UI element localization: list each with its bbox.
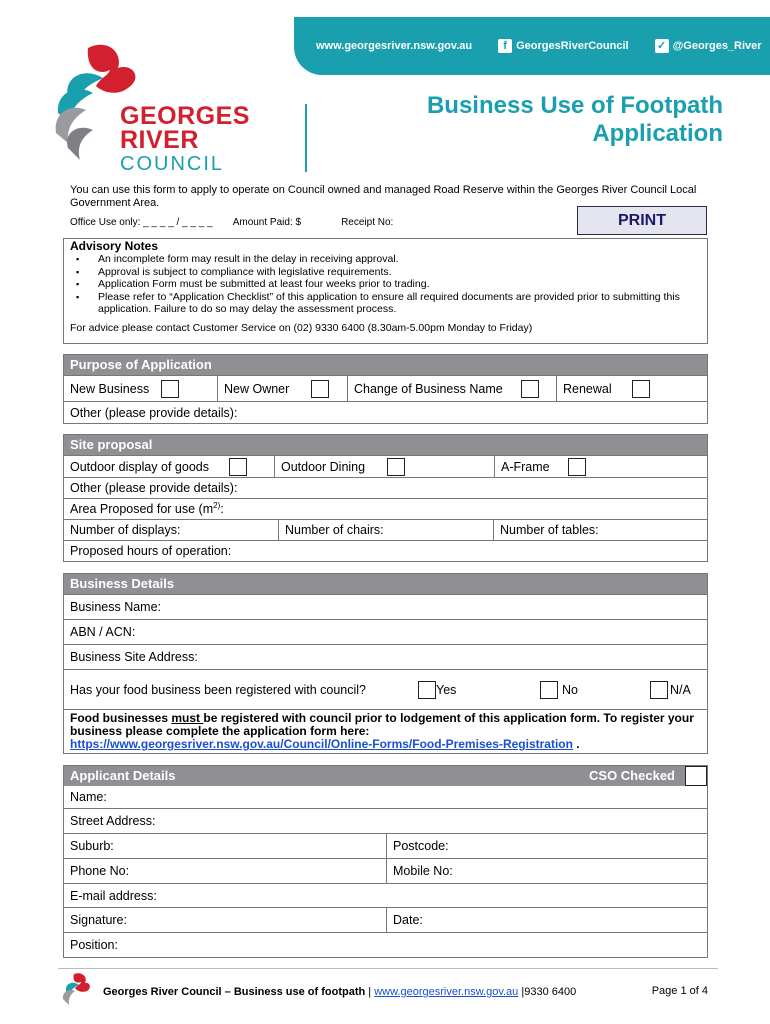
advisory-item: ▪ Application Form must be submitted at least four weeks prior to trading. xyxy=(76,278,701,291)
displays-field[interactable] xyxy=(64,520,279,540)
outdoor-dining-label: Outdoor Dining xyxy=(281,459,366,474)
site-other-field[interactable] xyxy=(64,478,707,498)
registered-no-checkbox[interactable] xyxy=(540,681,558,699)
registered-na-checkbox[interactable] xyxy=(650,681,668,699)
business-header xyxy=(64,574,707,594)
phone-field[interactable] xyxy=(64,859,387,883)
purpose-title: Purpose of Application xyxy=(70,357,212,372)
a-frame-label: A-Frame xyxy=(501,459,550,474)
mobile-field[interactable] xyxy=(387,859,707,883)
site-address-field[interactable] xyxy=(64,645,707,669)
applicant-title: Applicant Details xyxy=(70,768,176,783)
facebook-icon: f xyxy=(498,39,512,53)
print-button[interactable]: PRINT xyxy=(577,206,707,235)
name-field[interactable] xyxy=(64,786,707,808)
food-registration-note: Food businesses must be registered with council prior to lodgement of this application form. To register your business please complete the application form here: https://www.georgesriver.nsw.gov.au/Council/Online-Forms/Food-Premises-Registration . xyxy=(64,709,707,753)
signature-field[interactable] xyxy=(64,908,387,932)
purpose-section xyxy=(63,354,708,424)
business-name-label: Business Name: xyxy=(70,600,162,614)
site-address-label: Business Site Address: xyxy=(70,650,198,664)
website-link[interactable]: www.georgesriver.nsw.gov.au xyxy=(316,40,473,52)
suburb-field[interactable] xyxy=(64,834,387,858)
name-label: Name: xyxy=(70,790,107,804)
advisory-title: Advisory Notes xyxy=(70,239,159,253)
email-label: E-mail address: xyxy=(70,888,157,903)
position-label: Position: xyxy=(70,938,118,952)
facebook-link[interactable] xyxy=(498,39,628,53)
registered-yes-label: Yes xyxy=(436,682,457,697)
renewal-checkbox[interactable] xyxy=(632,380,650,398)
cso-checkbox[interactable] xyxy=(685,766,707,786)
outdoor-display-checkbox[interactable] xyxy=(229,458,247,476)
footer-phone: |9330 6400 xyxy=(518,986,577,998)
mobile-label: Mobile No: xyxy=(393,864,453,878)
new-owner-checkbox[interactable] xyxy=(311,380,329,398)
advisory-notes xyxy=(63,238,708,344)
business-title: Business Details xyxy=(70,576,175,591)
purpose-other-label: Other (please provide details): xyxy=(70,405,238,420)
postcode-label: Postcode: xyxy=(393,839,449,853)
hours-label: Proposed hours of operation: xyxy=(70,544,232,558)
new-business-label: New Business xyxy=(70,381,150,396)
advisory-item: ▪ Approval is subject to compliance with legislative requirements. xyxy=(76,266,701,279)
abn-field[interactable] xyxy=(64,620,707,644)
header-contact-bar xyxy=(294,17,770,75)
chairs-field[interactable] xyxy=(279,520,494,540)
tables-label: Number of tables: xyxy=(500,523,599,537)
advisory-item: ▪ Please refer to “Application Checklist” of this application to ensure all required documents are provided prior to submitting this application. Failure to do so may delay the assessment process. xyxy=(76,291,701,316)
change-name-checkbox[interactable] xyxy=(521,380,539,398)
cso-label: CSO Checked xyxy=(589,768,675,783)
page-number: Page 1 of 4 xyxy=(651,985,708,997)
street-field[interactable] xyxy=(64,809,707,833)
site-section xyxy=(63,434,708,562)
a-frame-checkbox[interactable] xyxy=(568,458,586,476)
email-field[interactable] xyxy=(64,884,707,907)
registered-yes-checkbox[interactable] xyxy=(418,681,436,699)
new-owner-label: New Owner xyxy=(224,381,290,396)
office-use-label: Office Use only: _ _ _ _ / _ _ _ _ xyxy=(70,217,213,228)
advisory-item: ▪ An incomplete form may result in the delay in receiving approval. xyxy=(76,253,701,266)
title-line2: Application xyxy=(592,120,723,147)
page-footer xyxy=(58,968,718,1018)
twitter-handle: @Georges_River xyxy=(672,39,762,52)
new-business-checkbox[interactable] xyxy=(161,380,179,398)
area-label: Area Proposed for use ($m^{2)}$: xyxy=(70,501,224,517)
hours-field[interactable] xyxy=(64,541,707,561)
facebook-handle: GeorgesRiverCouncil xyxy=(516,39,629,52)
change-name-label: Change of Business Name xyxy=(354,381,503,396)
site-header xyxy=(64,435,707,455)
food-registration-link[interactable]: https://www.georgesriver.nsw.gov.au/Council/Online-Forms/Food-Premises-Registration xyxy=(70,737,573,751)
amount-paid-label: Amount Paid: $ xyxy=(232,217,302,228)
office-use-line xyxy=(70,217,393,228)
position-field[interactable] xyxy=(64,933,707,957)
registered-na-label: N/A xyxy=(670,682,691,697)
logo-line1: GEORGES xyxy=(120,102,250,130)
twitter-icon: ✓ xyxy=(655,39,669,53)
street-label: Street Address: xyxy=(70,814,156,828)
tables-field[interactable] xyxy=(494,520,707,540)
twitter-link[interactable] xyxy=(655,39,762,53)
outdoor-dining-checkbox[interactable] xyxy=(387,458,405,476)
logo-wordmark xyxy=(120,104,250,176)
footer-website-link[interactable]: www.georgesriver.nsw.gov.au xyxy=(374,986,519,998)
site-other-label: Other (please provide details): xyxy=(70,481,238,495)
registered-no-label: No xyxy=(562,682,578,697)
applicant-header xyxy=(64,766,707,786)
displays-label: Number of displays: xyxy=(70,523,181,537)
footer-text: Georges River Council – Business use of footpath | www.georgesriver.nsw.gov.au |9330 6400 xyxy=(103,986,577,998)
header-divider xyxy=(305,104,307,172)
site-title: Site proposal xyxy=(70,437,153,452)
outdoor-display-label: Outdoor display of goods xyxy=(70,459,209,474)
page-title xyxy=(427,92,723,148)
phone-label: Phone No: xyxy=(70,864,130,878)
date-label: Date: xyxy=(393,913,423,927)
intro-text: You can use this form to apply to operate on Council owned and managed Road Reserve within the Georges River Council Local Government Area. xyxy=(70,184,697,209)
chairs-label: Number of chairs: xyxy=(285,523,384,537)
abn-label: ABN / ACN: xyxy=(70,625,136,639)
logo-line2: RIVER xyxy=(120,126,199,154)
purpose-header xyxy=(64,355,707,375)
renewal-label: Renewal xyxy=(563,381,612,396)
receipt-label: Receipt No: xyxy=(341,217,394,228)
title-line1: Business Use of Footpath xyxy=(426,92,723,119)
business-name-field[interactable] xyxy=(64,595,707,619)
footer-logo-icon xyxy=(60,971,96,1011)
date-field[interactable] xyxy=(387,908,707,932)
postcode-field[interactable] xyxy=(387,834,707,858)
logo-line3: COUNCIL xyxy=(120,153,225,175)
advisory-contact: For advice please contact Customer Service on (02) 9330 6400 (8.30am-5.00pm Monday to Friday) xyxy=(70,321,533,334)
footer-title: Georges River Council – Business use of footpath xyxy=(103,986,366,998)
registered-question: Has your food business been registered with council? xyxy=(70,682,367,697)
signature-label: Signature: xyxy=(70,913,127,927)
area-field[interactable] xyxy=(64,499,707,519)
business-section xyxy=(63,573,708,754)
applicant-section xyxy=(63,765,708,958)
purpose-other-field[interactable] xyxy=(64,402,707,423)
suburb-label: Suburb: xyxy=(70,839,114,853)
